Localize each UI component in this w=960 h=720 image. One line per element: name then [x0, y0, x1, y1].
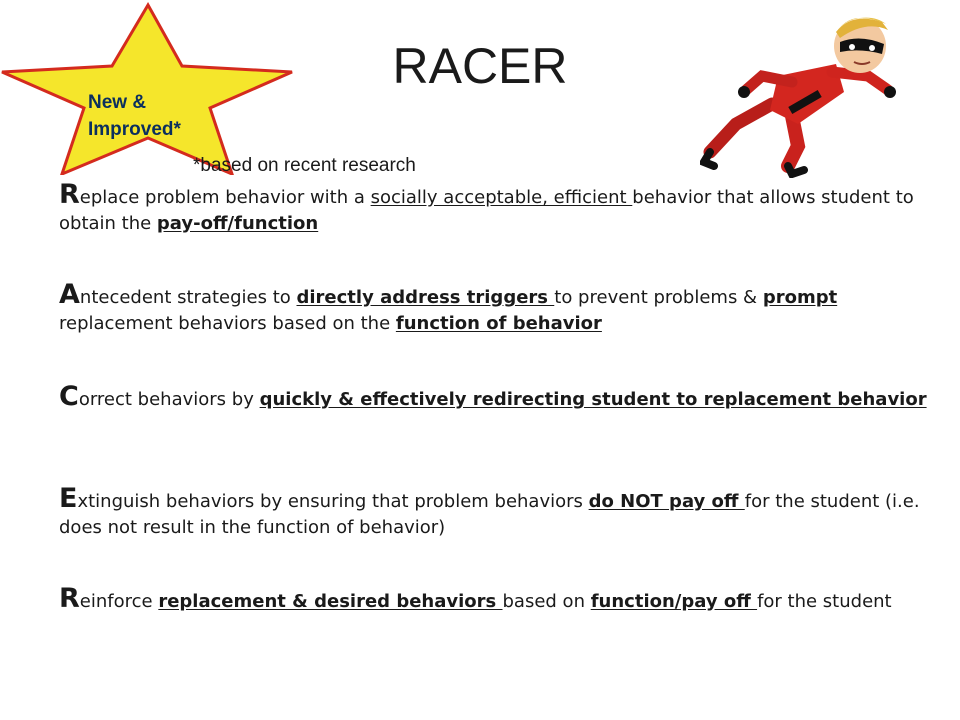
item-emphasis-text: function/pay off: [590, 591, 758, 612]
item-text: eplace problem behavior with a: [79, 187, 371, 208]
item-emphasis-text: quickly & effectively redirecting student to replacement behavior: [259, 389, 927, 410]
item-emphasis-text: directly address triggers: [296, 287, 555, 308]
item-text: replacement behaviors based on the: [59, 313, 396, 334]
item-emphasis-text: function of behavior: [395, 313, 602, 334]
footnote: *based on recent research: [193, 155, 416, 176]
item-text: for the student: [757, 591, 892, 612]
item-emphasis-text: replacement & desired behaviors: [158, 591, 503, 612]
item-letter: R: [59, 583, 80, 614]
list-item-reinforce: [59, 583, 929, 615]
star-badge-line2: Improved*: [88, 119, 181, 140]
item-text: based on: [502, 591, 591, 612]
item-letter: C: [59, 381, 79, 412]
list-item-extinguish: [59, 483, 929, 541]
item-text: to prevent problems &: [554, 287, 763, 308]
item-text: ntecedent strategies to: [79, 287, 297, 308]
item-emphasis-text: do NOT pay off: [588, 491, 745, 512]
slide-title: RACER: [392, 38, 568, 94]
list-item-correct: [59, 381, 929, 413]
list-item-replace: [59, 179, 929, 237]
item-letter: R: [59, 179, 80, 210]
item-text: einforce: [79, 591, 159, 612]
item-text: for the student (i.e. does not result in the function of behavior): [59, 491, 920, 538]
item-letter: E: [59, 483, 78, 514]
item-emphasis-text: prompt: [762, 287, 838, 308]
list-item-antecedent: [59, 279, 929, 337]
item-text: xtinguish behaviors by ensuring that problem behaviors: [77, 491, 589, 512]
item-underlined-text: socially acceptable, efficient: [370, 187, 633, 208]
item-text: behavior that allows student to obtain the: [59, 187, 914, 234]
item-letter: A: [59, 279, 80, 310]
superhero-image: [700, 6, 925, 178]
item-emphasis-text: pay-off/function: [156, 213, 319, 234]
item-text: orrect behaviors by: [78, 389, 260, 410]
star-badge-line1: New &: [88, 92, 147, 113]
